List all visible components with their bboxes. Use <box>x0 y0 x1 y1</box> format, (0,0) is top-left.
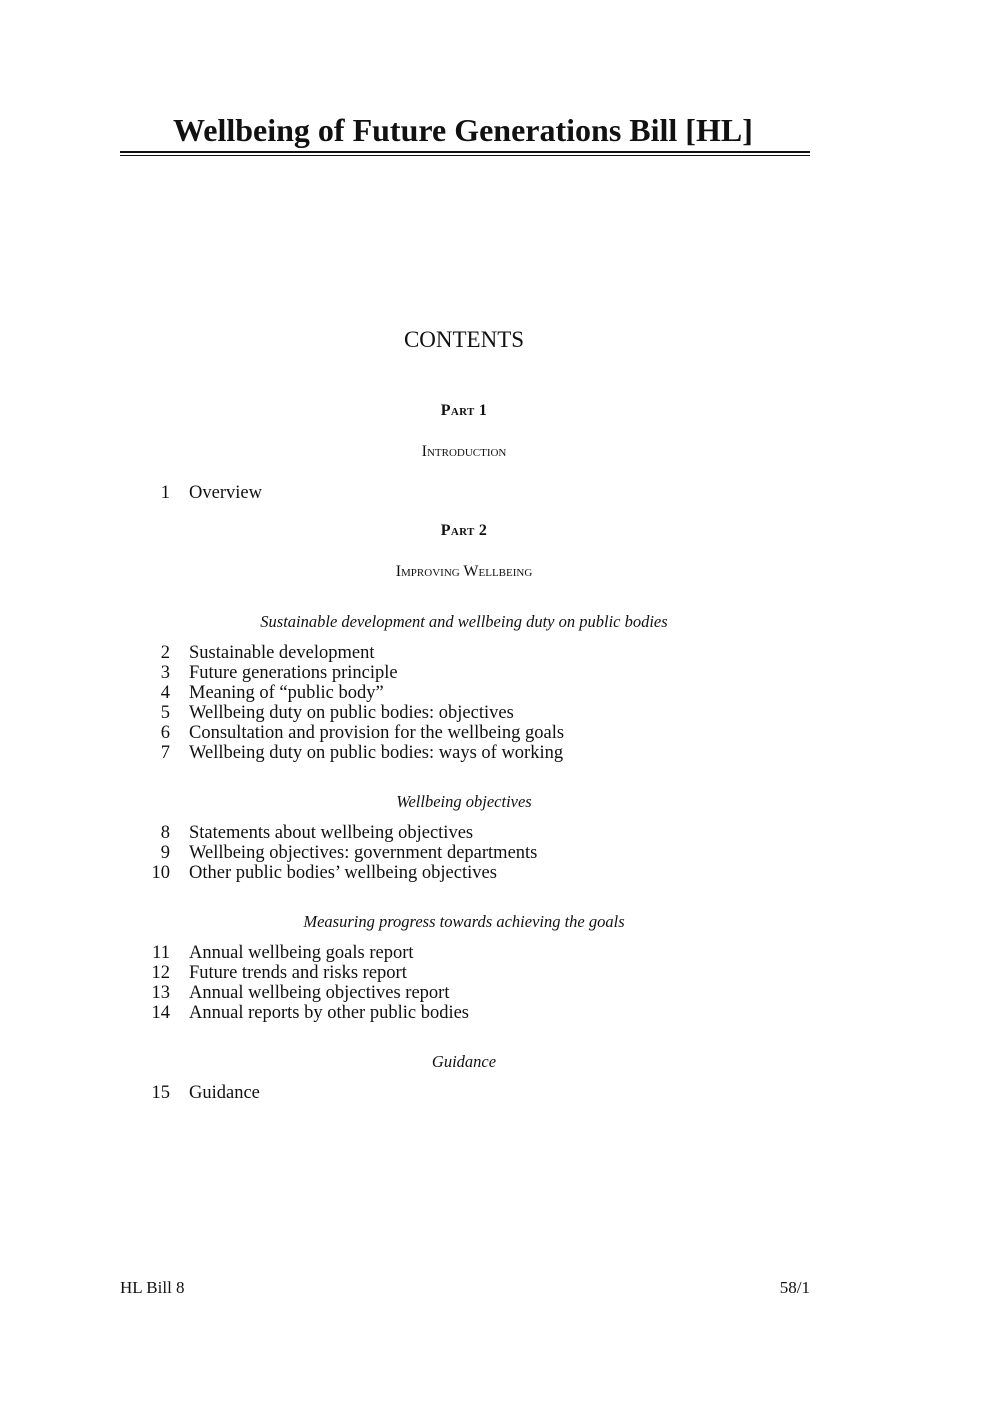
bill-title: Wellbeing of Future Generations Bill [HL] <box>173 112 753 148</box>
contents-heading: CONTENTS <box>403 327 525 352</box>
group-heading-sustainable-development: Sustainable development and wellbeing duty on public bodies <box>260 612 668 631</box>
clause-title[interactable]: Sustainable development <box>189 643 375 663</box>
part-2-heading: Improving Wellbeing <box>395 563 533 580</box>
clause-title[interactable]: Consultation and provision for the wellbeing goals <box>189 723 565 743</box>
clause-title[interactable]: Wellbeing duty on public bodies: ways of working <box>189 743 564 763</box>
clause-title[interactable]: Annual wellbeing objectives report <box>189 983 450 1003</box>
clause-number: 2 <box>160 643 170 663</box>
clause-title[interactable]: Annual reports by other public bodies <box>189 1003 470 1023</box>
clause-title[interactable]: Future generations principle <box>189 663 398 683</box>
clause-number: 3 <box>160 663 170 683</box>
title-rule-thin <box>120 155 810 156</box>
clause-title[interactable]: Wellbeing objectives: government departments <box>189 843 538 863</box>
clause-number: 12 <box>151 963 170 983</box>
clause-title[interactable]: Future trends and risks report <box>189 963 407 983</box>
clause-title[interactable]: Meaning of “public body” <box>189 683 384 703</box>
title-rule-thick <box>120 151 810 153</box>
part-1-heading: Introduction <box>421 443 507 460</box>
group-heading-guidance: Guidance <box>431 1052 497 1071</box>
bill-reference: HL Bill 8 <box>120 1278 185 1297</box>
clause-title[interactable]: Wellbeing duty on public bodies: objectives <box>189 703 514 723</box>
print-reference: 58/1 <box>779 1278 810 1297</box>
clause-number: 4 <box>160 683 170 703</box>
clause-number: 7 <box>160 743 170 763</box>
group-heading-wellbeing-objectives: Wellbeing objectives <box>396 792 532 811</box>
group-heading-measuring-progress: Measuring progress towards achieving the goals <box>303 912 625 931</box>
part-1-label: Part 1 <box>440 402 488 419</box>
part-2-label: Part 2 <box>440 522 488 539</box>
clause-title[interactable]: Overview <box>189 483 262 503</box>
clause-number: 5 <box>160 703 170 723</box>
clause-title[interactable]: Other public bodies’ wellbeing objectives <box>189 863 497 883</box>
clause-number: 15 <box>151 1083 170 1103</box>
clause-title[interactable]: Annual wellbeing goals report <box>189 943 414 963</box>
clause-title[interactable]: Guidance <box>189 1083 260 1103</box>
clause-number: 13 <box>151 983 170 1003</box>
clause-number: 10 <box>151 863 170 883</box>
clause-number: 9 <box>160 843 170 863</box>
clause-number: 11 <box>152 943 170 963</box>
clause-title[interactable]: Statements about wellbeing objectives <box>189 823 474 843</box>
clause-number: 6 <box>160 723 170 743</box>
clause-number: 8 <box>160 823 170 843</box>
clause-number: 14 <box>151 1003 170 1023</box>
clause-number: 1 <box>160 483 170 503</box>
